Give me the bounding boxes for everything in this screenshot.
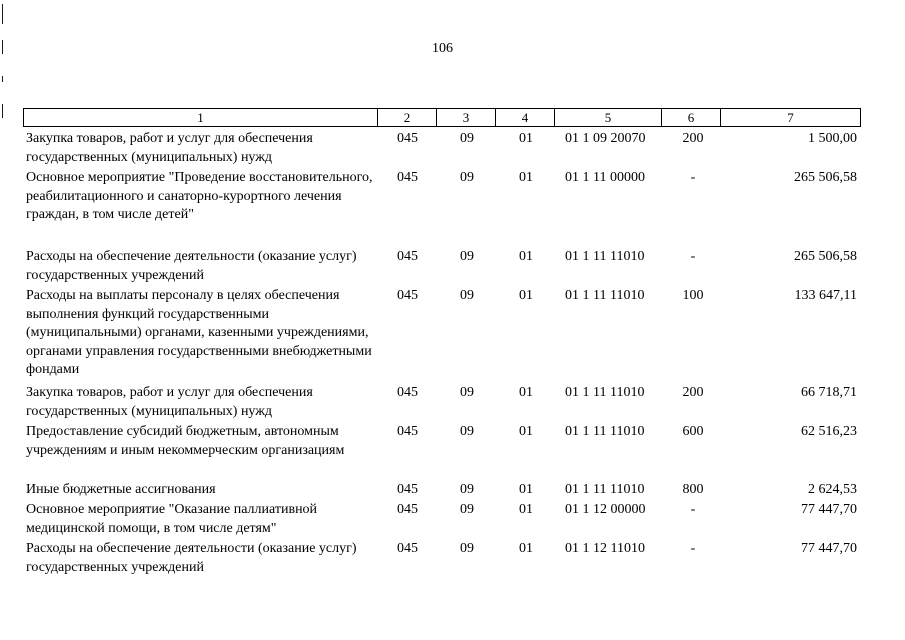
column-header-1: 1 — [24, 109, 378, 127]
row-expense-type: 200 — [682, 131, 704, 146]
row-target-code: 01 1 11 00000 — [565, 170, 645, 185]
row-target-code: 01 1 09 20070 — [565, 131, 646, 146]
table-row — [23, 423, 860, 481]
table-row — [23, 169, 860, 248]
row-code-3: 09 — [460, 541, 474, 556]
row-target-code: 01 1 11 11010 — [565, 249, 645, 264]
table-row — [23, 540, 860, 579]
scan-edge-mark — [2, 104, 3, 118]
row-code-3: 09 — [460, 385, 474, 400]
table-body — [23, 130, 860, 579]
row-code-2: 045 — [397, 170, 418, 185]
row-amount: 265 506,58 — [794, 170, 857, 185]
row-name: Иные бюджетные ассигнования — [26, 482, 216, 497]
table-row — [23, 130, 860, 169]
row-name: Закупка товаров, работ и услуг для обеспечения государственных (муниципальных) нужд — [26, 131, 313, 165]
row-name: Основное мероприятие "Оказание паллиативной медицинской помощи, в том числе детям" — [26, 502, 318, 536]
row-amount: 133 647,11 — [794, 288, 857, 303]
row-name: Расходы на обеспечение деятельности (оказание услуг) государственных учреждений — [26, 541, 357, 575]
scan-edge-mark — [2, 4, 3, 24]
row-expense-type: - — [690, 541, 696, 556]
row-expense-type: 600 — [682, 424, 704, 439]
column-header-row — [23, 108, 861, 127]
row-target-code: 01 1 11 11010 — [565, 385, 645, 400]
row-code-4: 01 — [519, 502, 533, 517]
row-code-4: 01 — [519, 482, 533, 497]
row-code-3: 09 — [460, 170, 474, 185]
row-code-4: 01 — [519, 385, 533, 400]
row-amount: 265 506,58 — [794, 249, 857, 264]
row-code-4: 01 — [519, 170, 533, 185]
row-target-code: 01 1 12 00000 — [565, 502, 646, 517]
row-code-2: 045 — [397, 288, 418, 303]
row-code-2: 045 — [397, 502, 418, 517]
row-expense-type: 800 — [682, 482, 704, 497]
row-name: Расходы на выплаты персоналу в целях обеспечения выполнения функций государственными (муниципальными) органами, казенными учреждениями, органами управления государственными внебюджетными фондами — [26, 288, 372, 377]
column-header-4: 4 — [496, 109, 555, 127]
row-target-code: 01 1 12 11010 — [565, 541, 645, 556]
row-code-3: 09 — [460, 424, 474, 439]
row-code-4: 01 — [519, 424, 533, 439]
row-name: Расходы на обеспечение деятельности (оказание услуг) государственных учреждений — [26, 249, 357, 283]
row-code-4: 01 — [519, 541, 533, 556]
row-code-4: 01 — [519, 288, 533, 303]
row-code-3: 09 — [460, 288, 474, 303]
table-row — [23, 287, 860, 384]
row-code-4: 01 — [519, 249, 533, 264]
row-code-2: 045 — [397, 541, 418, 556]
row-amount: 62 516,23 — [801, 424, 857, 439]
row-expense-type: 200 — [682, 385, 704, 400]
row-code-3: 09 — [460, 131, 474, 146]
row-name: Основное мероприятие "Проведение восстановительного, реабилитационного и санаторно-курортного лечения граждан, в том числе детей" — [26, 170, 373, 222]
row-amount: 77 447,70 — [801, 502, 857, 517]
row-target-code: 01 1 11 11010 — [565, 482, 645, 497]
table-row — [23, 384, 860, 423]
row-expense-type: - — [690, 502, 696, 517]
row-target-code: 01 1 11 11010 — [565, 288, 645, 303]
table-row — [23, 481, 860, 501]
row-name: Предоставление субсидий бюджетным, автономным учреждениям и иным некоммерческим организациям — [26, 424, 345, 458]
row-code-2: 045 — [397, 424, 418, 439]
row-target-code: 01 1 11 11010 — [565, 424, 645, 439]
column-header-6: 6 — [662, 109, 721, 127]
row-code-4: 01 — [519, 131, 533, 146]
row-expense-type: - — [690, 170, 696, 185]
table-row — [23, 501, 860, 540]
column-header-3: 3 — [437, 109, 496, 127]
row-code-3: 09 — [460, 502, 474, 517]
column-header-5: 5 — [555, 109, 662, 127]
row-amount: 1 500,00 — [808, 131, 857, 146]
row-expense-type: 100 — [682, 288, 704, 303]
column-header-2: 2 — [378, 109, 437, 127]
row-code-2: 045 — [397, 131, 418, 146]
row-amount: 66 718,71 — [801, 385, 857, 400]
scan-edge-mark — [2, 76, 3, 82]
table-row — [23, 248, 860, 287]
row-code-3: 09 — [460, 482, 474, 497]
row-amount: 77 447,70 — [801, 541, 857, 556]
column-header-7: 7 — [721, 109, 861, 127]
page-number: 106 — [432, 41, 453, 56]
row-code-3: 09 — [460, 249, 474, 264]
row-code-2: 045 — [397, 249, 418, 264]
row-expense-type: - — [690, 249, 696, 264]
row-amount: 2 624,53 — [808, 482, 857, 497]
row-code-2: 045 — [397, 385, 418, 400]
row-name: Закупка товаров, работ и услуг для обеспечения государственных (муниципальных) нужд — [26, 385, 313, 419]
row-code-2: 045 — [397, 482, 418, 497]
